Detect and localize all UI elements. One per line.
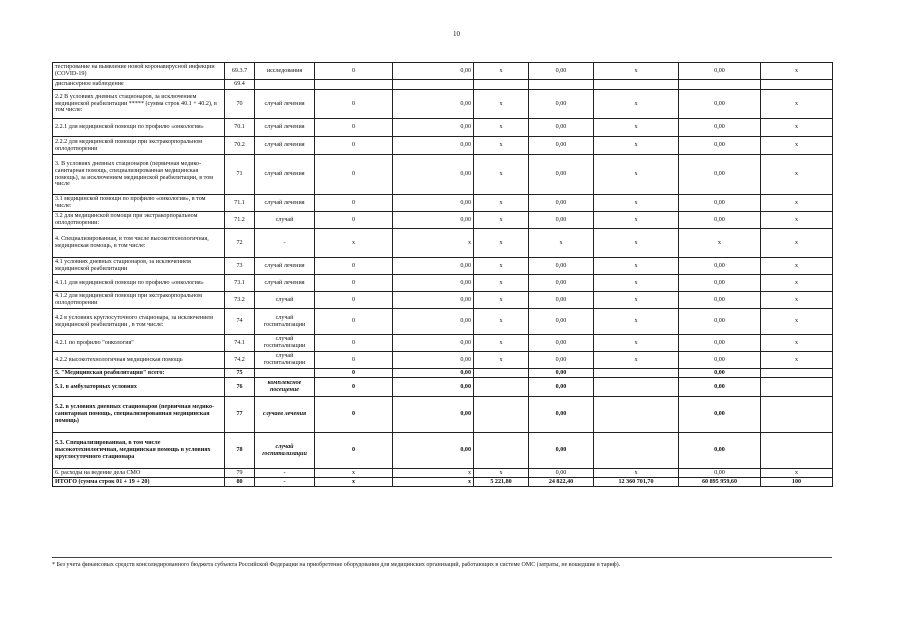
cell-name: диспансерное наблюдение — [53, 80, 225, 90]
footnote-divider — [52, 557, 832, 558]
table-row — [53, 433, 833, 469]
cell-unit: случай госпитализации — [255, 309, 315, 335]
cell-unit: случай госпитализации — [255, 433, 315, 469]
cell-unit: случай — [255, 212, 315, 229]
cell-unit: комплексное посещение — [255, 378, 315, 397]
cell-col10: х — [761, 229, 833, 258]
cell-col10: х — [761, 195, 833, 212]
cell-col5: 0,00 — [393, 335, 474, 352]
cell-name: 2.2.2 для медицинской помощи при экстракорпоральном оплодотворении — [53, 137, 225, 155]
cell-col9: 0,00 — [679, 137, 761, 155]
cell-name: 5.1. в амбулаторных условиях — [53, 378, 225, 397]
cell-col6 — [474, 369, 529, 378]
cell-col8 — [594, 369, 679, 378]
cell-col9: 0,00 — [679, 292, 761, 309]
cell-code: 74.1 — [225, 335, 255, 352]
cell-col10: х — [761, 335, 833, 352]
cell-col9: 0,00 — [679, 275, 761, 292]
cell-col6: 5 221,80 — [474, 478, 529, 487]
cell-col6: х — [474, 275, 529, 292]
cell-code: 69.3.7 — [225, 63, 255, 80]
cell-col8: х — [594, 137, 679, 155]
cell-col8: х — [594, 229, 679, 258]
cell-name: 2.2 В условиях дневных стационаров, за исключением медицинской реабилитации ***** (сумма строк 40.1 + 40.2), в том числе: — [53, 90, 225, 119]
cell-name: 4.2.2 высокотехнологичная медицинская помощь — [53, 352, 225, 369]
cell-name: 3. В условиях дневных стационаров (первичная медико-санитарная помощь, специализированная медицинская помощь), за исключением медицинской реабилитации, в том числе — [53, 155, 225, 195]
cell-name: 3.1 медицинской помощи по профилю «онкология», в том числе: — [53, 195, 225, 212]
cell-unit: случай лечения — [255, 275, 315, 292]
cell-col10 — [761, 80, 833, 90]
table-row — [53, 212, 833, 229]
cell-col4: 0 — [315, 275, 393, 292]
cell-col5: 0,00 — [393, 378, 474, 397]
cell-col6 — [474, 80, 529, 90]
cell-col8: х — [594, 292, 679, 309]
cell-col5: 0,00 — [393, 63, 474, 80]
table-row — [53, 119, 833, 137]
cell-col5: 0,00 — [393, 195, 474, 212]
cell-col8: х — [594, 119, 679, 137]
cell-col8 — [594, 397, 679, 433]
cell-col7: 0,00 — [529, 119, 594, 137]
cell-unit: - — [255, 478, 315, 487]
cell-code: 76 — [225, 378, 255, 397]
cell-col6: х — [474, 137, 529, 155]
cell-col5: 0,00 — [393, 369, 474, 378]
cell-code: 74 — [225, 309, 255, 335]
cell-unit: - — [255, 229, 315, 258]
cell-col9: 0,00 — [679, 378, 761, 397]
cell-name: тестирование на выявление новой коронавирусной инфекции (COVID-19) — [53, 63, 225, 80]
cell-code: 77 — [225, 397, 255, 433]
cell-col6 — [474, 378, 529, 397]
cell-col9: 0,00 — [679, 90, 761, 119]
cell-code: 79 — [225, 469, 255, 478]
cell-unit — [255, 80, 315, 90]
cell-col4: 0 — [315, 155, 393, 195]
cell-col4: 0 — [315, 212, 393, 229]
cell-col8: х — [594, 309, 679, 335]
cell-name: 5.3. Специализированная, в том числе высокотехнологичная, медицинская помощь в условиях круглосуточного стационара — [53, 433, 225, 469]
cell-name: 4.1.1 для медицинской помощи по профилю «онкология» — [53, 275, 225, 292]
cell-col4: х — [315, 469, 393, 478]
cell-col6 — [474, 397, 529, 433]
cell-col7: 0,00 — [529, 195, 594, 212]
cell-col10: х — [761, 137, 833, 155]
cell-col9: 0,00 — [679, 369, 761, 378]
cell-col4: х — [315, 478, 393, 487]
cell-col6: х — [474, 212, 529, 229]
cell-col7: 0,00 — [529, 433, 594, 469]
table-row — [53, 90, 833, 119]
cell-col7: 24 822,40 — [529, 478, 594, 487]
cell-col4: 0 — [315, 309, 393, 335]
cell-col5: х — [393, 469, 474, 478]
cell-col4: 0 — [315, 397, 393, 433]
cell-col9: 0,00 — [679, 433, 761, 469]
cell-col7: 0,00 — [529, 369, 594, 378]
cell-code: 80 — [225, 478, 255, 487]
table-row — [53, 335, 833, 352]
cell-code: 73.2 — [225, 292, 255, 309]
cell-col10: х — [761, 275, 833, 292]
cell-col7: 0,00 — [529, 292, 594, 309]
cell-col5: х — [393, 229, 474, 258]
cell-col5: 0,00 — [393, 292, 474, 309]
cell-unit: случай — [255, 292, 315, 309]
table-row — [53, 229, 833, 258]
cell-unit: случай лечения — [255, 137, 315, 155]
cell-code: 75 — [225, 369, 255, 378]
cell-col9: 0,00 — [679, 469, 761, 478]
cell-code: 70.2 — [225, 137, 255, 155]
cell-code: 74.2 — [225, 352, 255, 369]
table-row — [53, 378, 833, 397]
cell-name: 2.2.1 для медицинской помощи по профилю «онкология» — [53, 119, 225, 137]
cell-code: 71.2 — [225, 212, 255, 229]
cell-col10 — [761, 397, 833, 433]
cell-col10: х — [761, 258, 833, 275]
cell-col10: х — [761, 155, 833, 195]
cell-col10 — [761, 378, 833, 397]
cell-col8: х — [594, 155, 679, 195]
cell-name: 4.1.2 для медицинской помощи при экстракорпоральном оплодотворении — [53, 292, 225, 309]
table-row — [53, 63, 833, 80]
cell-col4: 0 — [315, 352, 393, 369]
cell-col7: 0,00 — [529, 335, 594, 352]
cell-col7: 0,00 — [529, 258, 594, 275]
cell-unit — [255, 369, 315, 378]
cell-col9: 0,00 — [679, 258, 761, 275]
cell-col6: х — [474, 469, 529, 478]
cell-col5: 0,00 — [393, 212, 474, 229]
table-row — [53, 292, 833, 309]
cell-unit: исследования — [255, 63, 315, 80]
cell-col5: 0,00 — [393, 90, 474, 119]
cell-code: 73 — [225, 258, 255, 275]
cell-name: 5.2. в условиях дневных стационаров (первичная медико-санитарная помощь, специализированная медицинская помощь) — [53, 397, 225, 433]
cell-col10: х — [761, 309, 833, 335]
cell-code: 78 — [225, 433, 255, 469]
cell-col6: х — [474, 63, 529, 80]
table-row — [53, 352, 833, 369]
cell-code: 69.4 — [225, 80, 255, 90]
table-row — [53, 309, 833, 335]
cell-col9: 0,00 — [679, 155, 761, 195]
table-row — [53, 195, 833, 212]
cell-col8 — [594, 378, 679, 397]
cell-col9: 0,00 — [679, 309, 761, 335]
cell-col5: 0,00 — [393, 155, 474, 195]
table-row — [53, 369, 833, 378]
cell-col4: 0 — [315, 119, 393, 137]
table-row — [53, 397, 833, 433]
cell-col10: х — [761, 469, 833, 478]
cell-col5: 0,00 — [393, 397, 474, 433]
cell-name: 3.2 для медицинской помощи при экстракорпоральном оплодотворении: — [53, 212, 225, 229]
cell-col9: 0,00 — [679, 335, 761, 352]
cell-col4: 0 — [315, 433, 393, 469]
cell-col4: 0 — [315, 335, 393, 352]
cell-col10 — [761, 369, 833, 378]
cell-name: 6. расходы на ведение дела СМО — [53, 469, 225, 478]
cell-col8: х — [594, 63, 679, 80]
cell-col10: х — [761, 119, 833, 137]
cell-col4: 0 — [315, 369, 393, 378]
table-row — [53, 155, 833, 195]
cell-col7: 0,00 — [529, 212, 594, 229]
cell-col8: х — [594, 352, 679, 369]
cell-col7: 0,00 — [529, 155, 594, 195]
cell-col4: 0 — [315, 292, 393, 309]
cell-col8: х — [594, 90, 679, 119]
table-row — [53, 137, 833, 155]
cell-col4: 0 — [315, 378, 393, 397]
tariff-table — [52, 62, 833, 487]
cell-col8: х — [594, 469, 679, 478]
cell-col8 — [594, 80, 679, 90]
table-row — [53, 275, 833, 292]
cell-col8: х — [594, 195, 679, 212]
footnote: * Без учета финансовых средств консолидированного бюджета субъекта Российской Федерации на приобретение оборудования для медицинских организаций, работающих в системе ОМС (затраты, не вошедшие в тариф). — [52, 562, 621, 568]
cell-col6: х — [474, 229, 529, 258]
cell-col6: х — [474, 258, 529, 275]
table-row — [53, 80, 833, 90]
cell-col5: 0,00 — [393, 309, 474, 335]
cell-col9 — [679, 80, 761, 90]
cell-col7: 0,00 — [529, 352, 594, 369]
cell-col8: х — [594, 275, 679, 292]
cell-col10: х — [761, 292, 833, 309]
cell-col8: х — [594, 335, 679, 352]
cell-col4: 0 — [315, 90, 393, 119]
cell-code: 73.1 — [225, 275, 255, 292]
cell-col7: 0,00 — [529, 137, 594, 155]
cell-col9: 0,00 — [679, 63, 761, 80]
cell-col8: 12 360 701,70 — [594, 478, 679, 487]
cell-col5: 0,00 — [393, 119, 474, 137]
cell-code: 70 — [225, 90, 255, 119]
table-row — [53, 469, 833, 478]
cell-unit: случай лечения — [255, 195, 315, 212]
cell-unit: случай лечения — [255, 119, 315, 137]
cell-col4: 0 — [315, 258, 393, 275]
cell-col7: 0,00 — [529, 63, 594, 80]
cell-col9: 0,00 — [679, 352, 761, 369]
cell-unit: случай лечения — [255, 155, 315, 195]
cell-col6: х — [474, 292, 529, 309]
cell-col4: 0 — [315, 63, 393, 80]
cell-col9: 0,00 — [679, 119, 761, 137]
cell-col4: х — [315, 229, 393, 258]
cell-code: 71.1 — [225, 195, 255, 212]
cell-col6: х — [474, 309, 529, 335]
cell-col7: 0,00 — [529, 309, 594, 335]
cell-col6: х — [474, 90, 529, 119]
cell-name: ИТОГО (сумма строк 01 + 19 + 20) — [53, 478, 225, 487]
table-row — [53, 258, 833, 275]
cell-col8 — [594, 433, 679, 469]
cell-name: 5. "Медицинская реабилитация" всего: — [53, 369, 225, 378]
cell-col9: 0,00 — [679, 397, 761, 433]
cell-col5: 0,00 — [393, 433, 474, 469]
cell-col8: х — [594, 212, 679, 229]
cell-col7: 0,00 — [529, 397, 594, 433]
cell-name: 4. Специализированная, в том числе высокотехнологичная, медицинская помощь, в том числе: — [53, 229, 225, 258]
cell-col6: х — [474, 335, 529, 352]
cell-col9: х — [679, 229, 761, 258]
cell-col9: 0,00 — [679, 212, 761, 229]
cell-col7: 0,00 — [529, 90, 594, 119]
cell-col8: х — [594, 258, 679, 275]
cell-col6: х — [474, 352, 529, 369]
cell-unit: случай госпитализации — [255, 335, 315, 352]
cell-col7: 0,00 — [529, 378, 594, 397]
cell-col7: 0,00 — [529, 275, 594, 292]
cell-unit: случаев лечения — [255, 397, 315, 433]
cell-col10 — [761, 433, 833, 469]
cell-unit: случай лечения — [255, 258, 315, 275]
cell-col5: 0,00 — [393, 275, 474, 292]
cell-col5: 0,00 — [393, 137, 474, 155]
cell-col10: х — [761, 90, 833, 119]
cell-col5 — [393, 80, 474, 90]
cell-code: 70.1 — [225, 119, 255, 137]
cell-unit: - — [255, 469, 315, 478]
cell-col9: 0,00 — [679, 195, 761, 212]
page-number: 10 — [453, 30, 460, 38]
cell-col5: 0,00 — [393, 352, 474, 369]
cell-col6: х — [474, 155, 529, 195]
cell-col7 — [529, 80, 594, 90]
cell-col4: 0 — [315, 195, 393, 212]
cell-col9: 60 895 959,60 — [679, 478, 761, 487]
cell-name: 4.2 в условиях круглосуточного стационара, за исключением медицинской реабилитации , в том числе: — [53, 309, 225, 335]
cell-col4: 0 — [315, 137, 393, 155]
cell-code: 71 — [225, 155, 255, 195]
cell-col7: х — [529, 229, 594, 258]
cell-col10: х — [761, 212, 833, 229]
cell-col4 — [315, 80, 393, 90]
cell-col7: 0,00 — [529, 469, 594, 478]
cell-unit: случай лечения — [255, 90, 315, 119]
cell-name: 4.2.1 по профилю "онкология" — [53, 335, 225, 352]
cell-col10: х — [761, 63, 833, 80]
cell-col5: 0,00 — [393, 258, 474, 275]
cell-unit: случай госпитализации — [255, 352, 315, 369]
cell-code: 72 — [225, 229, 255, 258]
cell-col10: 100 — [761, 478, 833, 487]
table-row — [53, 478, 833, 487]
cell-col6: х — [474, 195, 529, 212]
cell-col10: х — [761, 352, 833, 369]
cell-name: 4.1 условиях дневных стационаров, за исключением медицинской реабилитации — [53, 258, 225, 275]
cell-col6 — [474, 433, 529, 469]
cell-col5: х — [393, 478, 474, 487]
cell-col6: х — [474, 119, 529, 137]
